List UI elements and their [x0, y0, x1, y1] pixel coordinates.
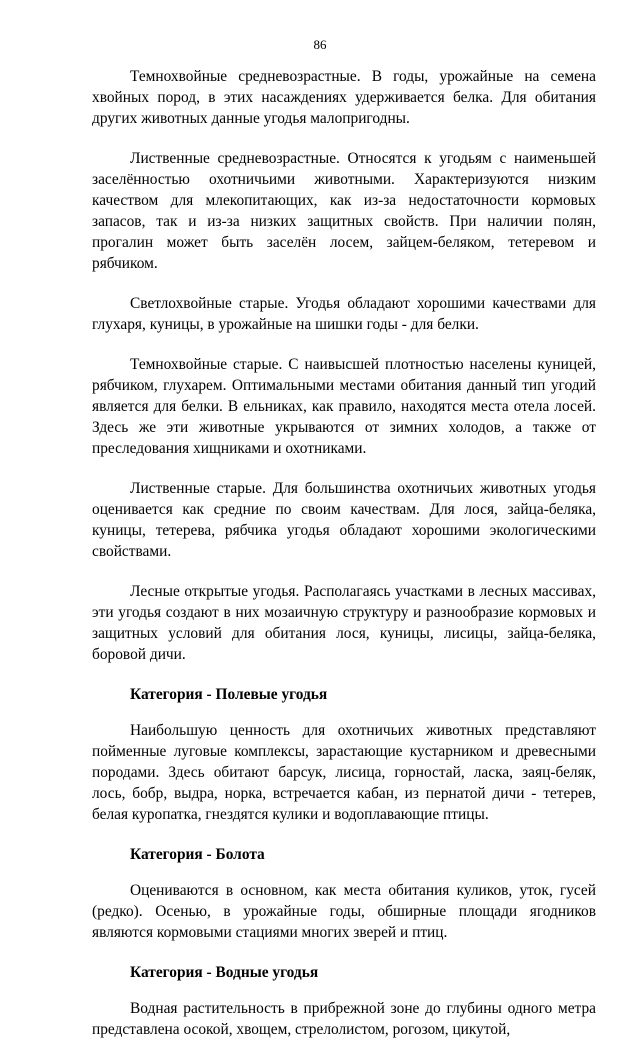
paragraph-light-coniferous-old: Светлохвойные старые. Угодья обладают хорошими качествами для глухаря, куницы, в урожайные на шишки годы - для белки. [92, 295, 596, 333]
paragraph-dark-coniferous-middle-aged: Темнохвойные средневозрастные. В годы, урожайные на семена хвойных пород, в этих насаждениях удерживается белка. Для обитания других животных данные угодья малопригодны. [92, 68, 596, 127]
paragraph-deciduous-old: Лиственные старые. Для большинства охотничьих животных угодья оценивается как средние по своим качествам. Для лося, зайца-беляка, куницы, тетерева, рябчика угодья обладают хорошими экологическими свойствами. [92, 480, 596, 560]
heading-field-lands: Категория - Полевые угодья [130, 686, 328, 703]
heading-swamps: Категория - Болота [130, 846, 265, 863]
document-body [92, 66, 596, 1059]
heading-water-lands: Категория - Водные угодья [130, 964, 319, 981]
paragraph-field-lands: Наибольшую ценность для охотничьих животных представляют пойменные луговые комплексы, зарастающие кустарником и древесными породами. Здесь обитают барсук, лисица, горностай, ласка, заяц-беляк, лось, бобр, выдра, норка, встречается кабан, из пернатой дичи - тетерев, белая куропатка, гнездятся кулики и водоплавающие птицы. [92, 722, 596, 823]
paragraph-forest-open-lands: Лесные открытые угодья. Располагаясь участками в лесных массивах, эти угодья создают в них мозаичную структуру и разнообразие кормовых и защитных условий для обитания лося, куницы, лисицы, зайца-беляка, боровой дичи. [92, 583, 596, 663]
page-number: 86 [313, 37, 327, 52]
paragraph-dark-coniferous-old: Темнохвойные старые. С наивысшей плотностью населены куницей, рябчиком, глухарем. Оптимальными местами обитания данный тип угодий является для белки. В ельниках, как правило, находятся места отела лосей. Здесь же эти животные укрываются от зимних холодов, а также от преследования хищниками и охотниками. [92, 356, 596, 457]
paragraph-swamps: Оцениваются в основном, как места обитания куликов, уток, гусей (редко). Осенью, в урожайные годы, обширные площади ягодников являются кормовыми стациями многих зверей и птиц. [92, 882, 596, 941]
paragraph-water-lands: Водная растительность в прибрежной зоне до глубины одного метра представлена осокой, хвощем, стрелолистом, рогозом, цикутой, [92, 1000, 596, 1038]
paragraph-deciduous-middle-aged: Лиственные средневозрастные. Относятся к угодьям с наименьшей заселённостью охотничьими животными. Характеризуются низким качеством для млекопитающих, как из-за недостаточности кормовых запасов, так и из-за низких защитных свойств. При наличии полян, прогалин может быть заселён лосем, зайцем-беляком, тетеревом и рябчиком. [92, 150, 596, 272]
